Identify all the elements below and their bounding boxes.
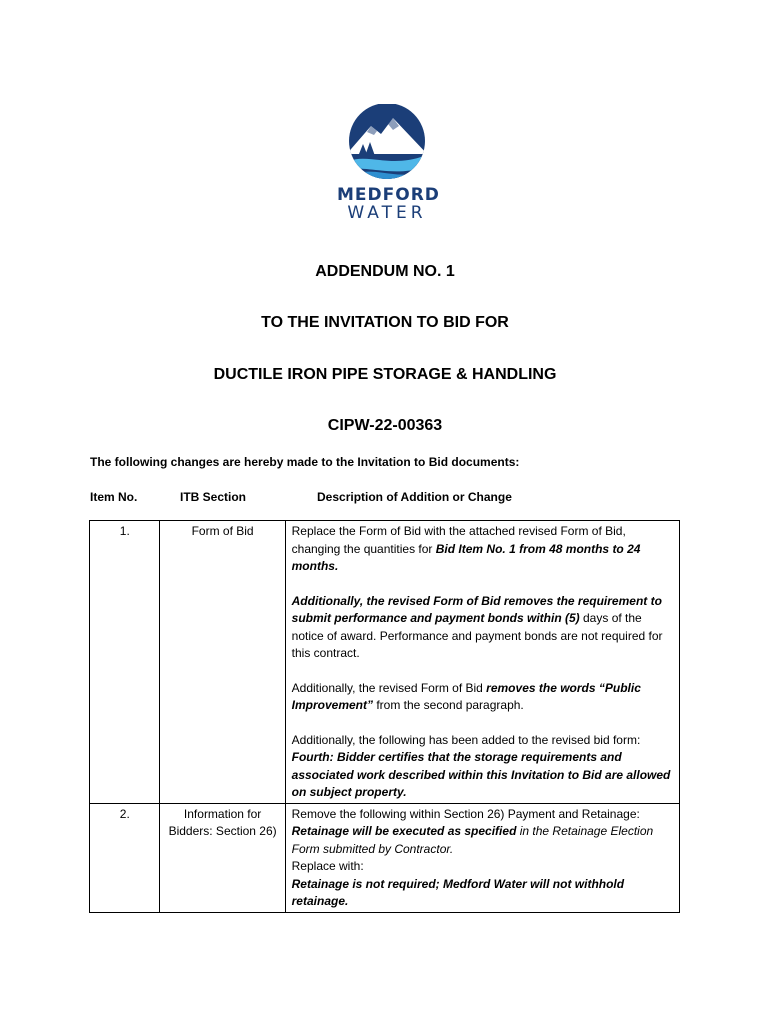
emphasis-text: Fourth: Bidder certifies that the storage requirements and associated work described within this Invitation to Bid are allowed on subject property. [291,750,671,799]
intro-text: The following changes are hereby made to the Invitation to Bid documents: [90,455,520,469]
addendum-title: ADDENDUM NO. 1 [315,263,455,280]
description-line: Retainage is not required; Medford Water will not withhold retainage. [291,876,625,908]
item-number: 1. [90,521,160,804]
emphasis-text: Additionally, the revised Form of Bid removes the requirement to submit performance and payment bonds within (5) [291,593,662,625]
description-line: Remove the following within Section 26) Payment and Retainage: [291,806,640,821]
italic-text: in the Retainage Election Form submitted by Contractor. [291,824,654,856]
medford-water-logo [337,104,440,224]
paragraph-text: Replace the Form of Bid with the attached revised Form of Bid, changing the quantities for [291,524,626,556]
description-paragraph [292,523,674,576]
description-line [292,823,674,858]
change-description [285,803,679,912]
project-title: DUCTILE IRON PIPE STORAGE & HANDLING [213,366,557,383]
column-header-item: Item No. [90,490,138,504]
paragraph-text: days of the notice of award. Performance and payment bonds are not required for this contract. [291,611,663,660]
changes-table [89,520,680,913]
itb-section: Information for Bidders: Section 26) [159,803,285,912]
description-paragraph [292,680,674,715]
change-description [285,521,679,804]
invitation-subtitle: TO THE INVITATION TO BID FOR [261,314,509,331]
emphasis-text: Retainage will be executed as specified [291,824,517,838]
column-header-description: Description of Addition or Change [317,490,512,504]
logo-wordmark-line2: WATER [347,203,427,223]
description-line: Replace with: [291,859,364,873]
emphasis-text: Bid Item No. 1 from 48 months to 24 months. [291,541,641,573]
project-number: CIPW-22-00363 [327,417,443,434]
emphasis-text: removes the words “Public Improvement” [291,680,641,712]
paragraph-text: Additionally, the following has been added to the revised bid form: [291,732,641,747]
description-paragraph [292,732,674,802]
description-paragraph [292,593,674,663]
paragraph-text: Additionally, the revised Form of Bid [291,680,487,695]
itb-section: Form of Bid [159,521,285,804]
item-number: 2. [90,803,160,912]
paragraph-text: from the second paragraph. [373,698,524,712]
table-row [90,803,680,912]
table-row [90,521,680,804]
logo-wordmark-line1: MEDFORD [337,185,440,205]
mountain-river-logo-icon [337,104,437,184]
column-header-section: ITB Section [180,490,247,504]
